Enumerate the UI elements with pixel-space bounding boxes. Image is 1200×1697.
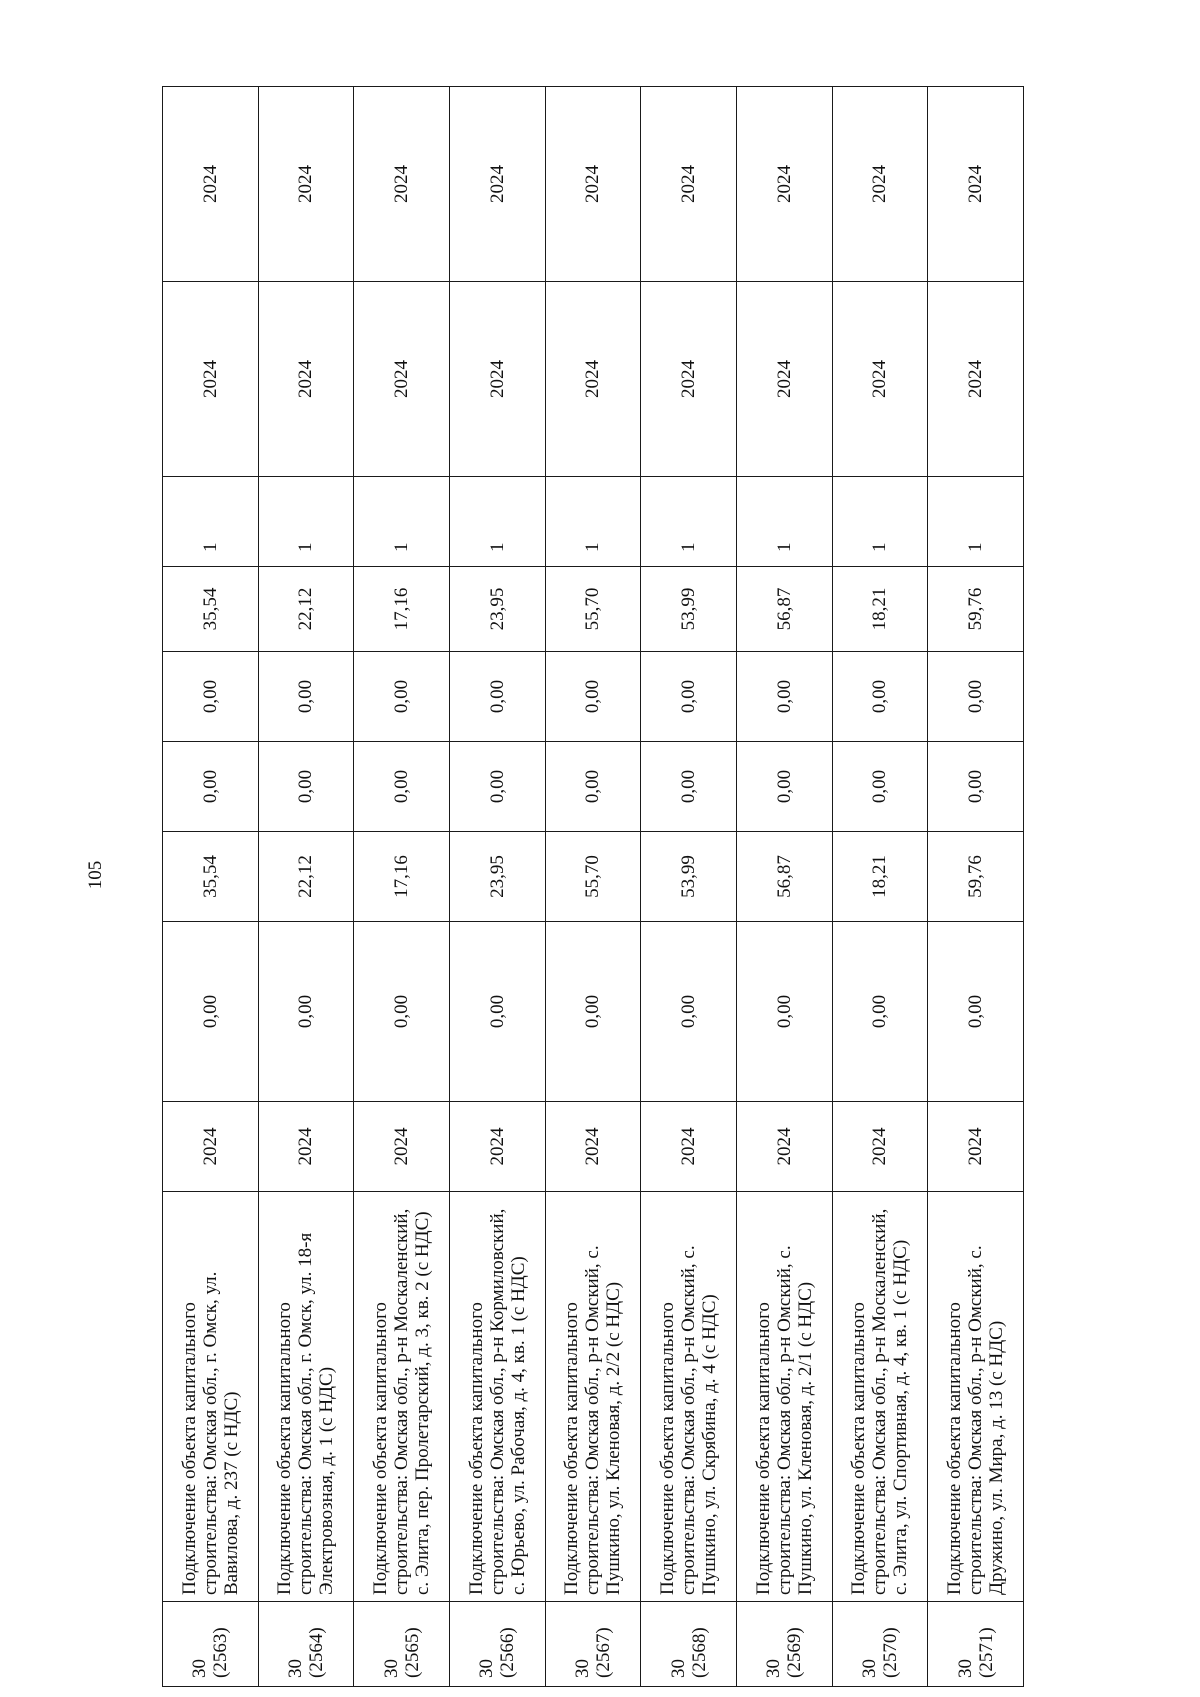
- year-a-cell: 2024: [449, 282, 545, 477]
- value-1-cell: 0,00: [163, 922, 259, 1102]
- value-5-cell: 17,16: [354, 567, 450, 652]
- row-id: (2569): [784, 1627, 806, 1678]
- description-cell: Подключение объекта капитального строительства: Омская обл., р-н Омский, с. Пушкино, ул. Скрябина, д. 4 (с НДС): [641, 1192, 737, 1602]
- row-number: 30: [763, 1659, 785, 1678]
- row-number-cell: [832, 1602, 928, 1687]
- row-id: (2566): [497, 1627, 519, 1678]
- value-3-cell: 0,00: [928, 742, 1024, 832]
- page-number: 105: [85, 860, 106, 890]
- value-2-cell: 53,99: [641, 832, 737, 922]
- quantity-cell: 1: [545, 477, 641, 567]
- value-2-cell: 59,76: [928, 832, 1024, 922]
- value-1-cell: 0,00: [832, 922, 928, 1102]
- value-5-cell: 59,76: [928, 567, 1024, 652]
- year-a-cell: 2024: [641, 282, 737, 477]
- description-cell: Подключение объекта капитального строительства: Омская обл., р-н Москаленский, с. Элита, пер. Пролетарский, д. 3, кв. 2 (с НДС): [354, 1192, 450, 1602]
- investment-table: [162, 86, 1024, 1687]
- year-a-cell: 2024: [832, 282, 928, 477]
- year-b-cell: 2024: [449, 87, 545, 282]
- table-body: [163, 87, 1024, 1687]
- table-row: [736, 87, 832, 1687]
- value-4-cell: 0,00: [163, 652, 259, 742]
- year-a-cell: 2024: [928, 282, 1024, 477]
- row-number-cell: [354, 1602, 450, 1687]
- row-number-cell: [928, 1602, 1024, 1687]
- value-3-cell: 0,00: [354, 742, 450, 832]
- year-b-cell: 2024: [354, 87, 450, 282]
- row-number: 30: [954, 1659, 976, 1678]
- quantity-cell: 1: [449, 477, 545, 567]
- quantity-cell: 1: [736, 477, 832, 567]
- row-number-cell: [641, 1602, 737, 1687]
- year-b-cell: 2024: [736, 87, 832, 282]
- start-year-cell: 2024: [545, 1102, 641, 1192]
- description-cell: Подключение объекта капитального строительства: Омская обл., р-н Омский, с. Пушкино, ул. Кленовая, д. 2/2 (с НДС): [545, 1192, 641, 1602]
- year-a-cell: 2024: [354, 282, 450, 477]
- start-year-cell: 2024: [163, 1102, 259, 1192]
- year-a-cell: 2024: [163, 282, 259, 477]
- row-number-cell: [449, 1602, 545, 1687]
- start-year-cell: 2024: [641, 1102, 737, 1192]
- value-4-cell: 0,00: [258, 652, 354, 742]
- year-b-cell: 2024: [641, 87, 737, 282]
- value-1-cell: 0,00: [641, 922, 737, 1102]
- value-4-cell: 0,00: [545, 652, 641, 742]
- table-row: [449, 87, 545, 1687]
- value-1-cell: 0,00: [545, 922, 641, 1102]
- row-id: (2563): [210, 1627, 232, 1678]
- value-5-cell: 55,70: [545, 567, 641, 652]
- value-5-cell: 23,95: [449, 567, 545, 652]
- value-1-cell: 0,00: [258, 922, 354, 1102]
- table-row: [163, 87, 259, 1687]
- value-3-cell: 0,00: [258, 742, 354, 832]
- year-b-cell: 2024: [163, 87, 259, 282]
- value-2-cell: 18,21: [832, 832, 928, 922]
- value-3-cell: 0,00: [545, 742, 641, 832]
- table-row: [258, 87, 354, 1687]
- rotated-table-container: [162, 87, 1024, 1687]
- year-b-cell: 2024: [545, 87, 641, 282]
- value-2-cell: 55,70: [545, 832, 641, 922]
- description-cell: Подключение объекта капитального строительства: Омская обл., р-н Москаленский, с. Элита, ул. Спортивная, д. 4, кв. 1 (с НДС): [832, 1192, 928, 1602]
- value-3-cell: 0,00: [449, 742, 545, 832]
- row-number: 30: [189, 1659, 211, 1678]
- start-year-cell: 2024: [354, 1102, 450, 1192]
- row-number-cell: [163, 1602, 259, 1687]
- row-id: (2570): [879, 1627, 901, 1678]
- row-number-cell: [258, 1602, 354, 1687]
- value-4-cell: 0,00: [928, 652, 1024, 742]
- year-a-cell: 2024: [258, 282, 354, 477]
- quantity-cell: 1: [641, 477, 737, 567]
- description-cell: Подключение объекта капитального строительства: Омская обл., р-н Кормиловский, с. Юрьево, ул. Рабочая, д. 4, кв. 1 (с НДС): [449, 1192, 545, 1602]
- value-3-cell: 0,00: [736, 742, 832, 832]
- row-id: (2564): [305, 1627, 327, 1678]
- row-id: (2565): [401, 1627, 423, 1678]
- value-2-cell: 17,16: [354, 832, 450, 922]
- value-4-cell: 0,00: [449, 652, 545, 742]
- value-2-cell: 22,12: [258, 832, 354, 922]
- start-year-cell: 2024: [832, 1102, 928, 1192]
- description-cell: Подключение объекта капитального строительства: Омская обл., г. Омск, ул. Вавилова, д. 237 (с НДС): [163, 1192, 259, 1602]
- value-5-cell: 22,12: [258, 567, 354, 652]
- year-b-cell: 2024: [832, 87, 928, 282]
- description-cell: Подключение объекта капитального строительства: Омская обл., р-н Омский, с. Пушкино, ул. Кленовая, д. 2/1 (с НДС): [736, 1192, 832, 1602]
- value-1-cell: 0,00: [449, 922, 545, 1102]
- value-5-cell: 56,87: [736, 567, 832, 652]
- row-number: 30: [476, 1659, 498, 1678]
- value-2-cell: 23,95: [449, 832, 545, 922]
- row-number: 30: [858, 1659, 880, 1678]
- value-1-cell: 0,00: [354, 922, 450, 1102]
- value-1-cell: 0,00: [928, 922, 1024, 1102]
- row-number: 30: [667, 1659, 689, 1678]
- row-id: (2568): [688, 1627, 710, 1678]
- value-2-cell: 35,54: [163, 832, 259, 922]
- value-3-cell: 0,00: [163, 742, 259, 832]
- value-1-cell: 0,00: [736, 922, 832, 1102]
- value-5-cell: 18,21: [832, 567, 928, 652]
- quantity-cell: 1: [163, 477, 259, 567]
- value-5-cell: 35,54: [163, 567, 259, 652]
- table-row: [832, 87, 928, 1687]
- row-id: (2571): [975, 1627, 997, 1678]
- quantity-cell: 1: [258, 477, 354, 567]
- quantity-cell: 1: [928, 477, 1024, 567]
- value-3-cell: 0,00: [832, 742, 928, 832]
- start-year-cell: 2024: [736, 1102, 832, 1192]
- year-a-cell: 2024: [736, 282, 832, 477]
- table-row: [545, 87, 641, 1687]
- year-a-cell: 2024: [545, 282, 641, 477]
- value-4-cell: 0,00: [641, 652, 737, 742]
- table-wrapper: [162, 87, 1024, 1687]
- value-5-cell: 53,99: [641, 567, 737, 652]
- value-2-cell: 56,87: [736, 832, 832, 922]
- table-row: [354, 87, 450, 1687]
- year-b-cell: 2024: [258, 87, 354, 282]
- row-number: 30: [571, 1659, 593, 1678]
- start-year-cell: 2024: [928, 1102, 1024, 1192]
- description-cell: Подключение объекта капитального строительства: Омская обл., р-н Омский, с. Дружино, ул. Мира, д. 13 (с НДС): [928, 1192, 1024, 1602]
- year-b-cell: 2024: [928, 87, 1024, 282]
- value-3-cell: 0,00: [641, 742, 737, 832]
- row-number-cell: [545, 1602, 641, 1687]
- quantity-cell: 1: [354, 477, 450, 567]
- row-number: 30: [380, 1659, 402, 1678]
- value-4-cell: 0,00: [832, 652, 928, 742]
- row-number: 30: [284, 1659, 306, 1678]
- table-row: [641, 87, 737, 1687]
- quantity-cell: 1: [832, 477, 928, 567]
- description-cell: Подключение объекта капитального строительства: Омская обл., г. Омск, ул. 18-я Электровозная, д. 1 (с НДС): [258, 1192, 354, 1602]
- row-id: (2567): [592, 1627, 614, 1678]
- start-year-cell: 2024: [449, 1102, 545, 1192]
- row-number-cell: [736, 1602, 832, 1687]
- start-year-cell: 2024: [258, 1102, 354, 1192]
- value-4-cell: 0,00: [354, 652, 450, 742]
- value-4-cell: 0,00: [736, 652, 832, 742]
- table-row: [928, 87, 1024, 1687]
